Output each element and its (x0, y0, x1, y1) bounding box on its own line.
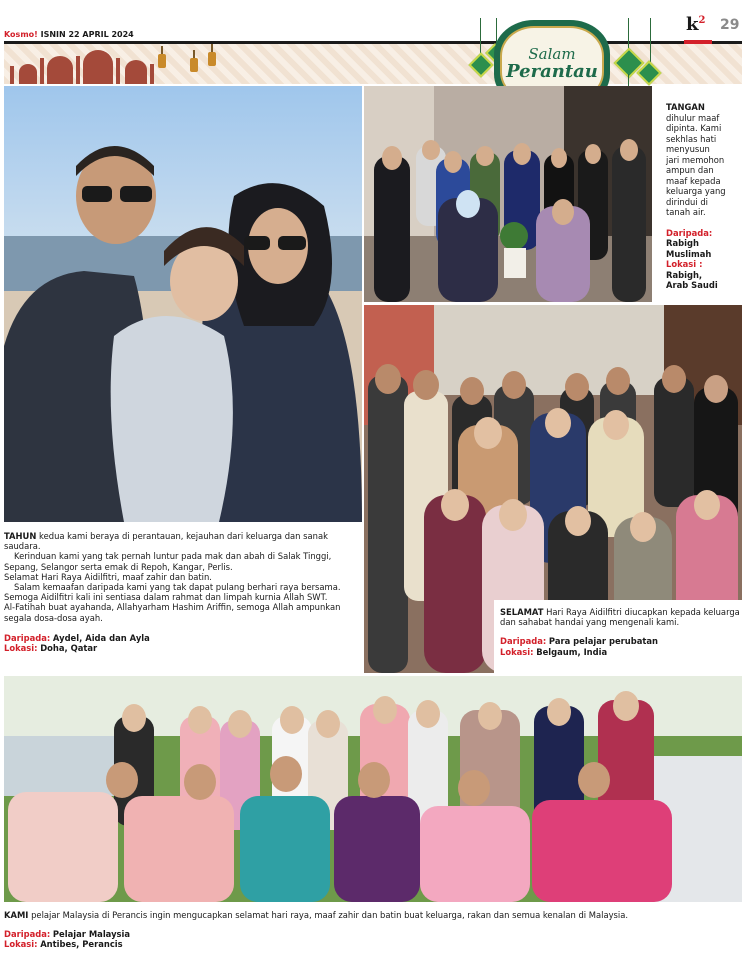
caption-text: Salam kemaafan daripada kami yang tak dapat pulang berhari raya bersama. (14, 582, 341, 593)
brand-name: Kosmo! (4, 30, 38, 39)
location-value: Doha, Qatar (40, 643, 98, 654)
caption-text: Selamat Hari Raya Aidilfitri, maaf zahir dan batin. (4, 571, 212, 582)
from-label: Daripada: (4, 632, 51, 643)
location-label: Lokasi: (4, 643, 38, 654)
page-number: 29 (720, 17, 740, 33)
caption-text: menyusun (666, 144, 710, 154)
caption-text: Kerinduan kami yang tak pernah luntur pada mak dan abah di Salak Tinggi, Sepang, Selangor serta emak di Repoh, Kangar, Perlis. (4, 551, 332, 572)
lantern-icon (190, 58, 198, 72)
lantern-icon (208, 52, 216, 66)
from-label: Daripada: (666, 227, 713, 238)
caption-text: maaf kepada (666, 175, 721, 186)
mosque-silhouette-icon (4, 44, 264, 84)
caption-text: pelajar Malaysia di Perancis ingin mengucapkan selamat hari raya, maaf zahir dan batin buat keluarga, rakan dan semua kenalan di Malaysia. (31, 910, 629, 920)
caption-text: tanah air. (666, 207, 706, 217)
caption-text: ampun dan (666, 165, 714, 175)
caption-text: kedua kami beraya di perantauan, kejauhan dari keluarga dan sanak saudara. (4, 531, 328, 552)
caption-text: dipinta. Kami (666, 123, 722, 133)
caption-text: jari memohon (666, 154, 725, 165)
header-dateline (4, 30, 134, 39)
location-value: Arab Saudi (666, 280, 718, 290)
caption-doha (4, 531, 358, 653)
section-logo-sup: 2 (698, 15, 706, 26)
caption-lead: TAHUN (4, 531, 37, 541)
caption-india (500, 607, 740, 657)
caption-text: Semoga Aidilfitri kali ini sentiasa dalam rahmat dan limpah kurnia Allah SWT. (4, 592, 328, 603)
caption-saudi (666, 102, 744, 291)
from-value: Rabigh (666, 238, 699, 248)
location-value: Antibes, Perancis (40, 939, 123, 950)
from-label: Daripada: (500, 636, 547, 647)
lantern-icon (158, 54, 166, 68)
caption-lead: KAMI (4, 910, 29, 920)
caption-text: sekhlas hati (666, 133, 717, 144)
photo-students-france (4, 676, 742, 902)
ornament-string (480, 18, 481, 54)
from-value: Pelajar Malaysia (52, 929, 131, 940)
location-label: Lokasi : (666, 259, 703, 269)
page-header (0, 0, 746, 86)
caption-text: dihulur maaf (666, 112, 720, 123)
section-logo-bar (684, 40, 712, 44)
caption-lead: TANGAN (666, 102, 705, 112)
caption-france (4, 910, 742, 950)
caption-text: Al-Fatihah buat ayahanda, Allahyarham Hashim Ariffin, semoga Allah ampunkan segala dosa-dosa ayah. (4, 602, 341, 623)
photo-muslimah-group (364, 86, 652, 302)
location-value: Belgaum, India (536, 646, 608, 657)
photo-family-beach (4, 86, 362, 522)
caption-lead: SELAMAT (500, 607, 544, 617)
badge-title-line1: Salam (528, 45, 576, 63)
caption-text: Hari Raya Aidilfitri diucapkan kepada keluarga dan sahabat handai yang mengenali kami. (500, 607, 740, 628)
from-value: Muslimah (666, 248, 712, 259)
caption-text: dirindui di (666, 196, 708, 207)
location-label: Lokasi: (500, 646, 534, 657)
ornament-string (650, 18, 651, 64)
from-label: Daripada: (4, 929, 51, 940)
location-value: Rabigh, (666, 269, 703, 280)
issue-date: ISNIN 22 APRIL 2024 (40, 30, 134, 39)
section-logo (686, 14, 705, 35)
badge-title-line2: Perantau (506, 61, 598, 82)
section-logo-letter: k (686, 14, 699, 35)
from-value: Para pelajar perubatan (548, 636, 658, 647)
caption-text: keluarga yang (666, 186, 726, 196)
from-value: Aydel, Aida dan Ayla (52, 632, 150, 643)
location-label: Lokasi: (4, 939, 38, 950)
